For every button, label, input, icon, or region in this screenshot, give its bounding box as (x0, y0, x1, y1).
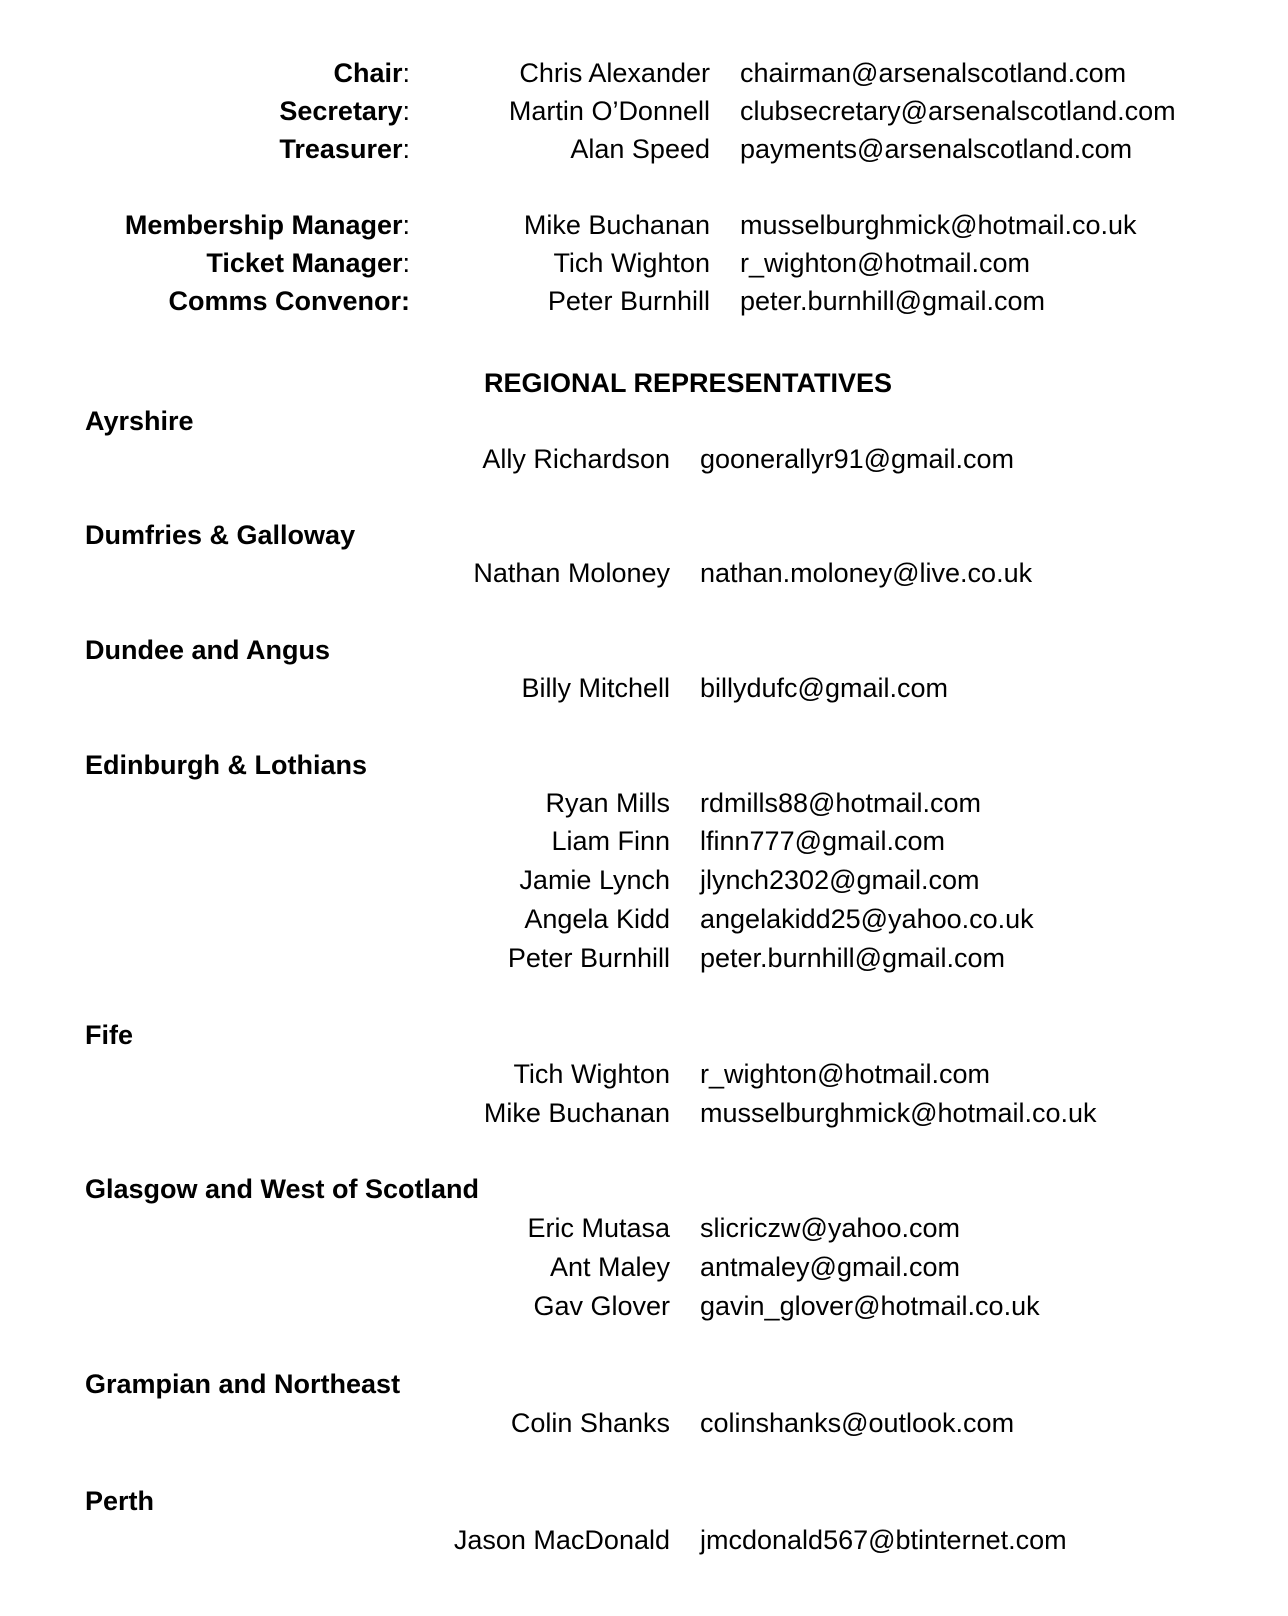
rep-email[interactable]: jlynch2302@gmail.com (700, 865, 980, 895)
rep-name: Eric Mutasa (527, 1213, 670, 1243)
officer-name: Alan Speed (570, 134, 710, 164)
rep-row (0, 440, 1288, 478)
rep-name: Angela Kidd (524, 904, 670, 934)
rep-name: Billy Mitchell (521, 673, 670, 703)
rep-row (0, 861, 1288, 899)
officer-role: Treasurer: (279, 134, 410, 164)
rep-name: Mike Buchanan (483, 1098, 670, 1128)
rep-email[interactable]: nathan.moloney@live.co.uk (700, 558, 1033, 588)
rep-email[interactable]: colinshanks@outlook.com (700, 1408, 1015, 1438)
rep-name: Colin Shanks (510, 1408, 670, 1438)
officer-role: Membership Manager: (124, 210, 410, 240)
officer-email[interactable]: musselburghmick@hotmail.co.uk (740, 210, 1137, 240)
rep-name: Nathan Moloney (473, 558, 670, 588)
rep-name: Ryan Mills (545, 788, 670, 818)
region-title: Dundee and Angus (85, 635, 331, 665)
rep-email[interactable]: goonerallyr91@gmail.com (700, 444, 1015, 474)
rep-email[interactable]: billydufc@gmail.com (700, 673, 948, 703)
rep-row (0, 1404, 1288, 1442)
region-title: Glasgow and West of Scotland (85, 1174, 480, 1204)
rep-row (0, 1248, 1288, 1286)
rep-email[interactable]: peter.burnhill@gmail.com (700, 943, 1006, 973)
region-title: Ayrshire (85, 406, 194, 436)
region-title: Dumfries & Galloway (85, 520, 356, 550)
officer-row (0, 54, 1288, 92)
rep-email[interactable]: jmcdonald567@btinternet.com (700, 1525, 1067, 1555)
rep-name: Ant Maley (549, 1252, 670, 1282)
rep-name: Gav Glover (533, 1291, 670, 1321)
rep-name: Jason MacDonald (453, 1525, 670, 1555)
rep-row (0, 1287, 1288, 1325)
officer-email[interactable]: r_wighton@hotmail.com (740, 248, 1031, 278)
rep-email[interactable]: rdmills88@hotmail.com (700, 788, 981, 818)
region-title: Edinburgh & Lothians (85, 750, 367, 780)
officer-role: Chair: (333, 58, 410, 88)
officer-name: Chris Alexander (519, 58, 710, 88)
officer-row (0, 206, 1288, 244)
officer-name: Mike Buchanan (523, 210, 710, 240)
officer-name: Tich Wighton (553, 248, 710, 278)
officer-role: Secretary: (279, 96, 410, 126)
region-title: Perth (85, 1486, 155, 1516)
rep-row (0, 1521, 1288, 1559)
officer-email[interactable]: chairman@arsenalscotland.com (740, 58, 1127, 88)
officer-name: Martin O’Donnell (508, 96, 710, 126)
rep-email[interactable]: angelakidd25@yahoo.co.uk (700, 904, 1034, 934)
rep-name: Liam Finn (551, 826, 670, 856)
rep-row (0, 784, 1288, 822)
rep-row (0, 1055, 1288, 1093)
rep-name: Peter Burnhill (507, 943, 670, 973)
region-title: Grampian and Northeast (85, 1369, 401, 1399)
rep-row (0, 900, 1288, 938)
rep-name: Jamie Lynch (519, 865, 670, 895)
rep-row (0, 554, 1288, 592)
region-title: Fife (85, 1020, 134, 1050)
rep-row (0, 1209, 1288, 1247)
rep-name: Tich Wighton (513, 1059, 670, 1089)
rep-email[interactable]: musselburghmick@hotmail.co.uk (700, 1098, 1097, 1128)
officer-row (0, 130, 1288, 168)
officer-name: Peter Burnhill (547, 286, 710, 316)
rep-row (0, 669, 1288, 707)
officer-row (0, 92, 1288, 130)
rep-name: Ally Richardson (482, 444, 670, 474)
officer-row (0, 282, 1288, 320)
rep-email[interactable]: r_wighton@hotmail.com (700, 1059, 991, 1089)
officer-email[interactable]: clubsecretary@arsenalscotland.com (740, 96, 1176, 126)
rep-row (0, 1094, 1288, 1132)
officer-email[interactable]: payments@arsenalscotland.com (740, 134, 1133, 164)
rep-row (0, 822, 1288, 860)
rep-row (0, 939, 1288, 977)
officer-email[interactable]: peter.burnhill@gmail.com (740, 286, 1046, 316)
rep-email[interactable]: slicriczw@yahoo.com (700, 1213, 960, 1243)
rep-email[interactable]: antmaley@gmail.com (700, 1252, 960, 1282)
officer-role: Comms Convenor: (168, 286, 410, 316)
regional-representatives-heading: REGIONAL REPRESENTATIVES (483, 368, 893, 398)
officer-role: Ticket Manager: (206, 248, 410, 278)
rep-email[interactable]: gavin_glover@hotmail.co.uk (700, 1291, 1040, 1321)
rep-email[interactable]: lfinn777@gmail.com (700, 826, 946, 856)
officer-row (0, 244, 1288, 282)
